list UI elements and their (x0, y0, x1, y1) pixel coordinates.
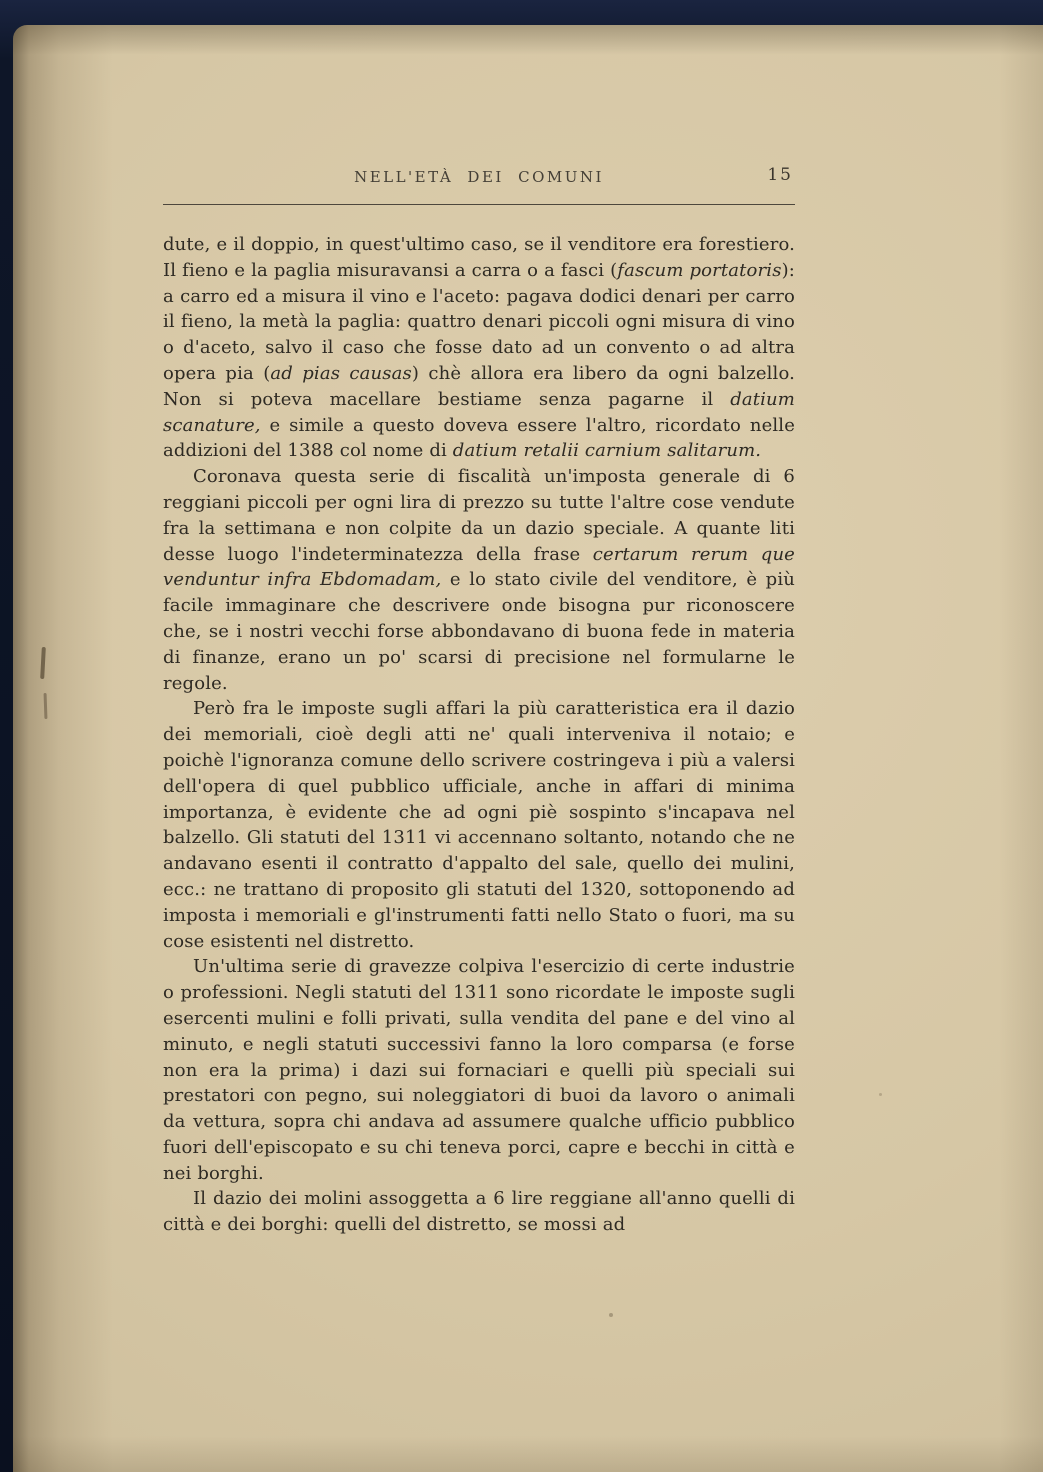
paper-speck (879, 1093, 882, 1096)
paragraph: Un'ultima serie di gravezze colpiva l'esercizio di certe industrie o professioni. Negli statuti del 1311 sono ricordate le imposte sugli esercenti mulini e folli privati, sulla vendita del pane e del vino al minuto, e negli statuti successivi fanno la loro comparsa (e forse non era la prima) i dazi sui fornaciari e quelli più speciali sui prestatori con pegno, sui noleggiatori di buoi da lavoro o animali da vettura, sopra chi andava ad assumere qualche ufficio pubblico fuori dell'episcopato e su chi teneva porci, capre e becchi in città e nei borghi. (163, 956, 795, 1184)
header-rule (163, 204, 795, 205)
body-text (163, 232, 795, 1238)
page-number: 15 (767, 165, 793, 185)
paragraph: dute, e il doppio, in quest'ultimo caso, se il venditore era forestiero. Il fieno e la paglia misuravansi a carra o a fasci (fascum portatoris): a carro ed a misura il vino e l'aceto: pagava dodici denari per carro il fieno, la metà la paglia: quattro denari piccoli ogni misura di vino o d'aceto, salvo il caso che fosse dato ad un convento o ad altra opera pia (ad pias causas) chè allora era libero da ogni balzello. Non si poteva macellare bestiame senza pagarne il datium scanature, e simile a questo doveva essere l'altro, ricordato nelle addizioni del 1388 col nome di datium retalii carnium salitarum. (163, 234, 795, 462)
text-block (163, 167, 795, 1238)
running-title: NELL'ETÀ DEI COMUNI (354, 168, 604, 186)
book-page (13, 25, 1043, 1472)
page-header (163, 167, 795, 191)
margin-ink-mark (40, 647, 46, 679)
paper-speck (609, 1313, 613, 1317)
paragraph: Però fra le imposte sugli affari la più caratteristica era il dazio dei memoriali, cioè degli atti ne' quali interveniva il notaio; e poichè l'ignoranza comune dello scrivere costringeva i più a valersi dell'opera di quel pubblico ufficiale, anche in affari di minima importanza, è evidente che ad ogni piè sospinto s'incapava nel balzello. Gli statuti del 1311 vi accennano soltanto, notando che ne andavano esenti il contratto d'appalto del sale, quello dei mulini, ecc.: ne trattano di proposito gli statuti del 1320, sottoponendo ad imposta i memoriali e gl'instrumenti fatti nello Stato o fuori, ma su cose esistenti nel distretto. (163, 698, 795, 952)
paragraph: Coronava questa serie di fiscalità un'imposta generale di 6 reggiani piccoli per ogni lira di prezzo su tutte l'altre cose vendute fra la settimana e non colpite da un dazio speciale. A quante liti desse luogo l'indeterminatezza della frase certarum rerum que venduntur infra Ebdomadam, e lo stato civile del venditore, è più facile immaginare che descrivere onde bisogna pur riconoscere che, se i nostri vecchi forse abbondavano di buona fede in materia di finanze, erano un po' scarsi di precisione nel formularne le regole. (163, 466, 796, 694)
margin-ink-mark (44, 693, 48, 719)
paragraph: Il dazio dei molini assoggetta a 6 lire reggiane all'anno quelli di città e dei borghi: quelli del distretto, se mossi ad (163, 1188, 795, 1236)
